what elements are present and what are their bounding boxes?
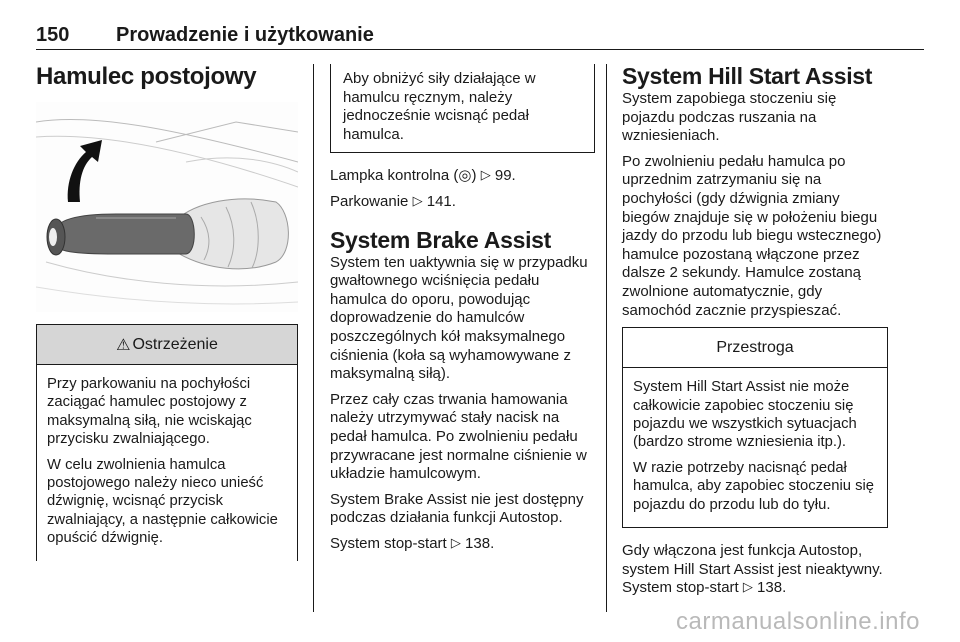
parking-brake-illustration — [36, 102, 298, 312]
column-divider-2 — [606, 64, 607, 612]
column-middle — [330, 64, 595, 560]
tip-box — [330, 64, 595, 153]
section-heading-hill-start: System Hill Start Assist — [622, 63, 873, 89]
warning-header — [37, 325, 297, 365]
warning-body — [37, 365, 297, 561]
stopstart-reference: System stop-start ▷ 138. — [330, 534, 495, 552]
page-ref-icon: ▷ — [742, 579, 753, 595]
brake-lamp-icon: (◎) — [453, 167, 477, 185]
warning-paragraph-2: W celu zwolnienia hamulca postojowego należy nieco unieść dźwignię, wcisnąć przycisk zwalniający, a następnie całkowicie opuścić dźwignię. — [47, 456, 278, 547]
warning-title: Ostrzeżenie — [132, 335, 218, 353]
section-heading-parking-brake: Hamulec postojowy — [36, 63, 257, 90]
parking-reference: Parkowanie ▷ 141. — [330, 192, 456, 210]
page-ref-icon: ▷ — [450, 534, 461, 550]
caution-paragraph-1: System Hill Start Assist nie może całkowicie zapobiec stoczeniu się pojazdu we wszystkich sytuacjach (bardzo strome wzniesienia itp.). — [633, 379, 857, 451]
caution-paragraph-2: W razie potrzeby nacisnąć pedał hamulca, aby zapobiec stoczeniu się pojazdu do przodu lub do tyłu. — [633, 459, 874, 513]
section-heading-brake-assist: System Brake Assist — [330, 226, 552, 253]
lamp-reference: Lampka kontrolna (◎) ▷ 99. — [330, 167, 516, 185]
chapter-title: Prowadzenie i użytkowanie — [116, 24, 374, 46]
caution-title: Przestroga — [716, 338, 794, 356]
stopstart-page-link[interactable]: 138. — [465, 534, 495, 552]
caution-body — [623, 368, 887, 527]
column-left — [36, 62, 298, 561]
watermark: carmanualsonline.info — [676, 608, 920, 635]
caution-box — [622, 327, 888, 528]
column-right — [622, 62, 888, 605]
brake-assist-paragraph-3: System Brake Assist nie jest dostępny podczas działania funkcji Autostop. — [330, 490, 584, 527]
warning-paragraph-1: Przy parkowaniu na pochyłości zaciągać hamulec postojowy z maksymalną siłą, nie wciskając przycisku zwalniającego. — [47, 376, 252, 448]
lamp-page-link[interactable]: 99. — [494, 167, 516, 185]
page-ref-icon: ▷ — [480, 167, 491, 183]
column-divider-1 — [313, 64, 314, 612]
caution-header — [623, 328, 887, 368]
page-number: 150 — [36, 24, 70, 46]
page-ref-icon: ▷ — [412, 192, 423, 208]
warning-box — [36, 324, 298, 561]
hill-start-paragraph-2: Po zwolnieniu pedału hamulca po uprzednim zatrzymaniu się na pochyłości (gdy dźwignia zmiany biegów znajduje się w położeniu biegu jazdy do przodu lub biegu wstecznego) hamulce pozostaną włączone przez dalsze 2 sekundy. Hamulce zostaną zwolnione automatycznie, gdy samochód zacznie przyspieszać. — [622, 152, 882, 319]
parking-page-link[interactable]: 141. — [426, 192, 456, 210]
hill-start-paragraph-1: System zapobiega stoczeniu się pojazdu podczas ruszania na wzniesieniach. — [622, 90, 837, 145]
page-header — [36, 20, 924, 50]
warning-icon: ⚠ — [116, 336, 131, 354]
hill-start-page-link[interactable]: 138. — [757, 579, 787, 597]
brake-assist-paragraph-2: Przez cały czas trwania hamowania należy utrzymywać stały nacisk na pedał hamulca. Po zwolnieniu pedału przywracane jest normalne ciśnienie w układzie hamulcowym. — [330, 390, 587, 483]
hill-start-paragraph-3: Gdy włączona jest funkcja Autostop, system Hill Start Assist jest nieaktywny. System stop-start ▷ 138. — [622, 541, 883, 597]
brake-assist-paragraph-1: System ten uaktywnia się w przypadku gwałtownego wciśnięcia pedału hamulca do oporu, powodując doprowadzenie do hamulców poszczególnych kół maksymalnego ciśnienia (koła są wyhamowywane z maksymalną siłą). — [330, 253, 588, 383]
tip-text: Aby obniżyć siły działające w hamulcu ręcznym, należy jednocześnie wcisnąć pedał hamulca. — [343, 70, 536, 143]
